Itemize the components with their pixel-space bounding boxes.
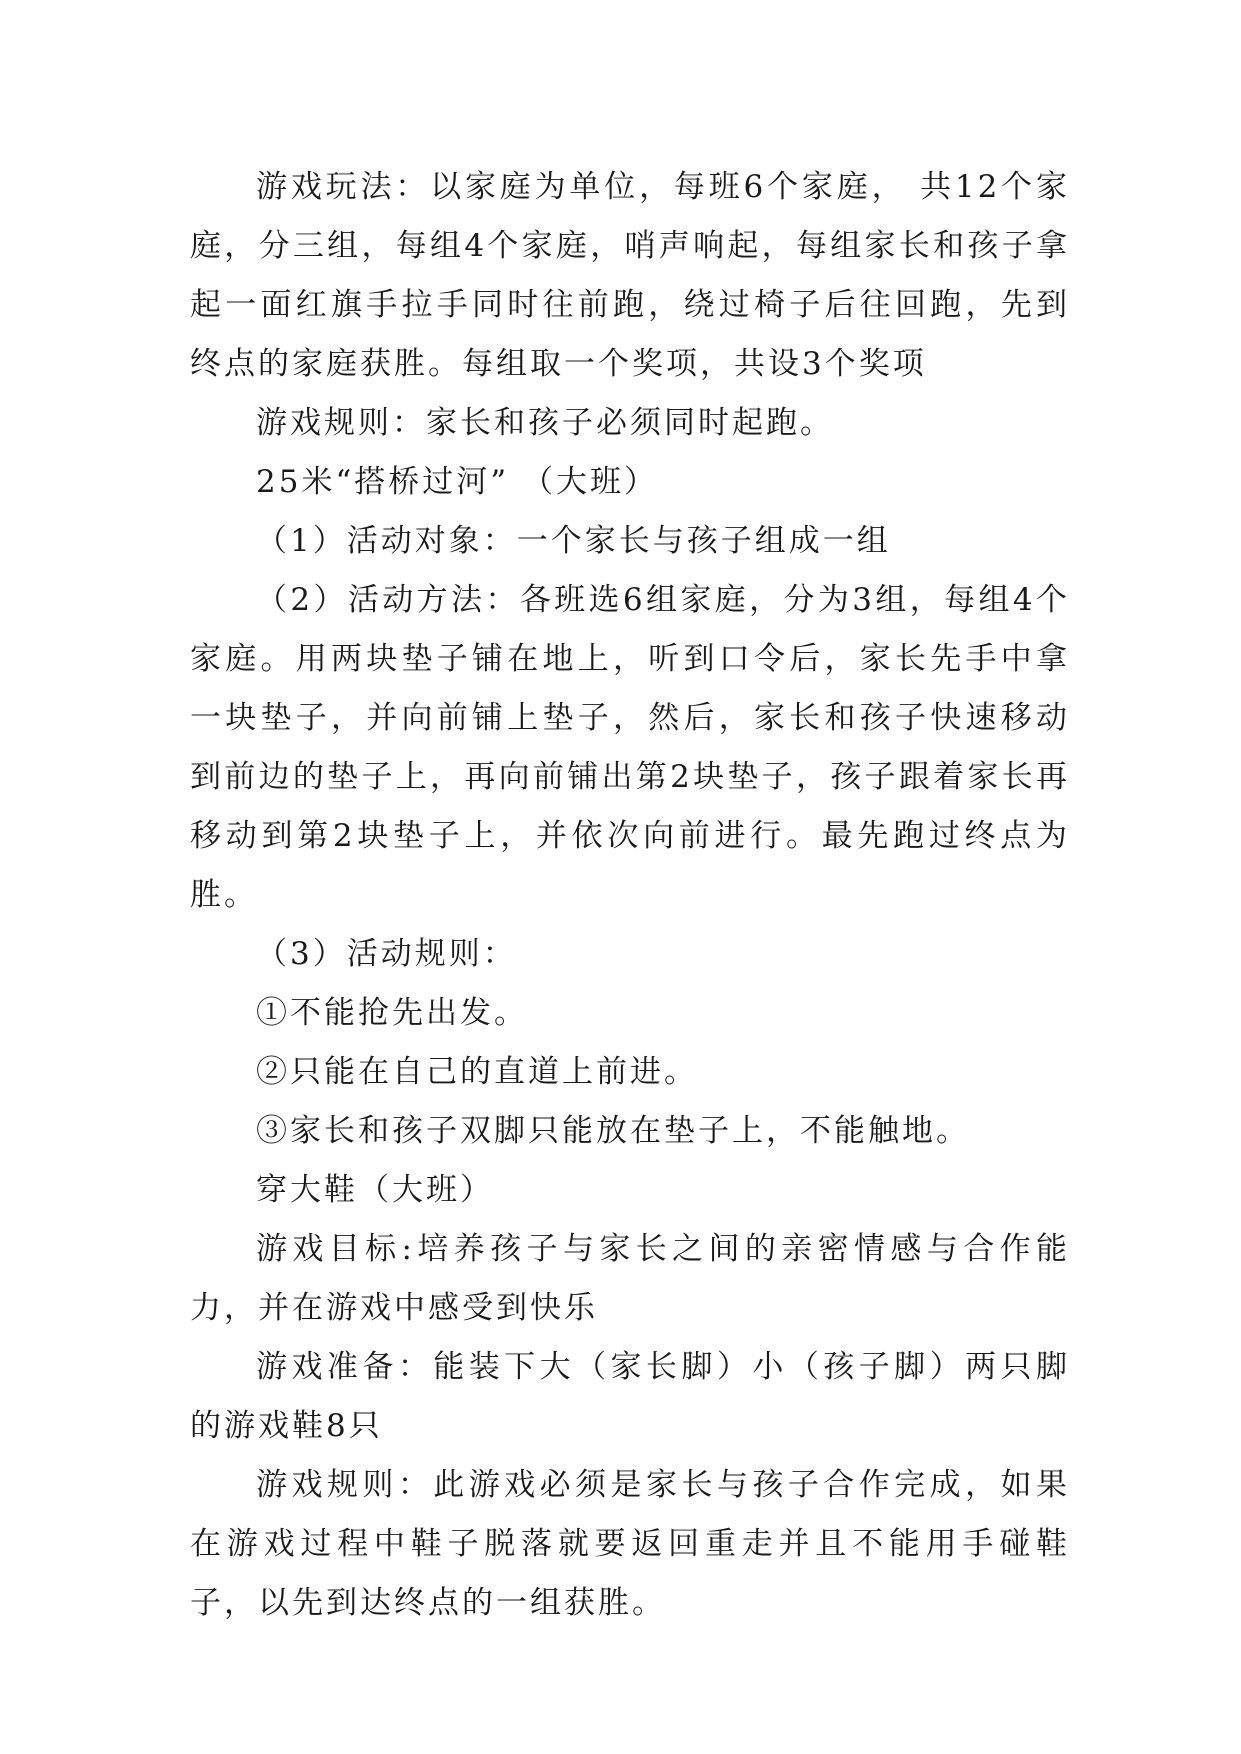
paragraph-activity-target: （1）活动对象：一个家长与孩子组成一组 [256,523,891,559]
document-body [190,158,1070,1633]
paragraph-game-goal: 游戏目标:培养孩子与家长之间的亲密情感与合作能力，并在游戏中感受到快乐 [190,1231,1070,1326]
paragraph-activity-rules: （3）活动规则： [256,936,517,972]
paragraph-game-rules-shoes: 游戏规则：此游戏必须是家长与孩子合作完成，如果在游戏过程中鞋子脱落就要返回重走并且不能用手碰鞋子，以先到达终点的一组获胜。 [190,1467,1070,1621]
list-item: ①不能抢先出发。 [256,995,528,1031]
section-title-bridge: 25米“搭桥过河” （大班） [256,464,658,500]
paragraph-gameplay: 游戏玩法：以家庭为单位，每班6个家庭， 共12个家庭，分三组，每组4个家庭，哨声响起，每组家长和孩子拿起一面红旗手拉手同时往前跑，绕过椅子后往回跑，先到终点的家庭获胜。每组取一个奖项，共设3个奖项 [190,169,1070,382]
paragraph-activity-method: （2）活动方法：各班选6组家庭，分为3组，每组4个家庭。用两块垫子铺在地上，听到口令后，家长先手中拿一块垫子，并向前铺上垫子，然后，家长和孩子快速移动到前边的垫子上，再向前铺出第2块垫子，孩子跟着家长再移动到第2块垫子上，并依次向前进行。最先跑过终点为胜。 [190,582,1070,913]
section-title-big-shoes: 穿大鞋（大班） [256,1172,494,1208]
paragraph-game-preparation: 游戏准备：能装下大（家长脚）小（孩子脚）两只脚的游戏鞋8只 [190,1349,1070,1444]
list-item: ②只能在自己的直道上前进。 [256,1054,698,1090]
list-item: ③家长和孩子双脚只能放在垫子上，不能触地。 [256,1113,970,1149]
paragraph-game-rules: 游戏规则：家长和孩子必须同时起跑。 [256,405,834,441]
